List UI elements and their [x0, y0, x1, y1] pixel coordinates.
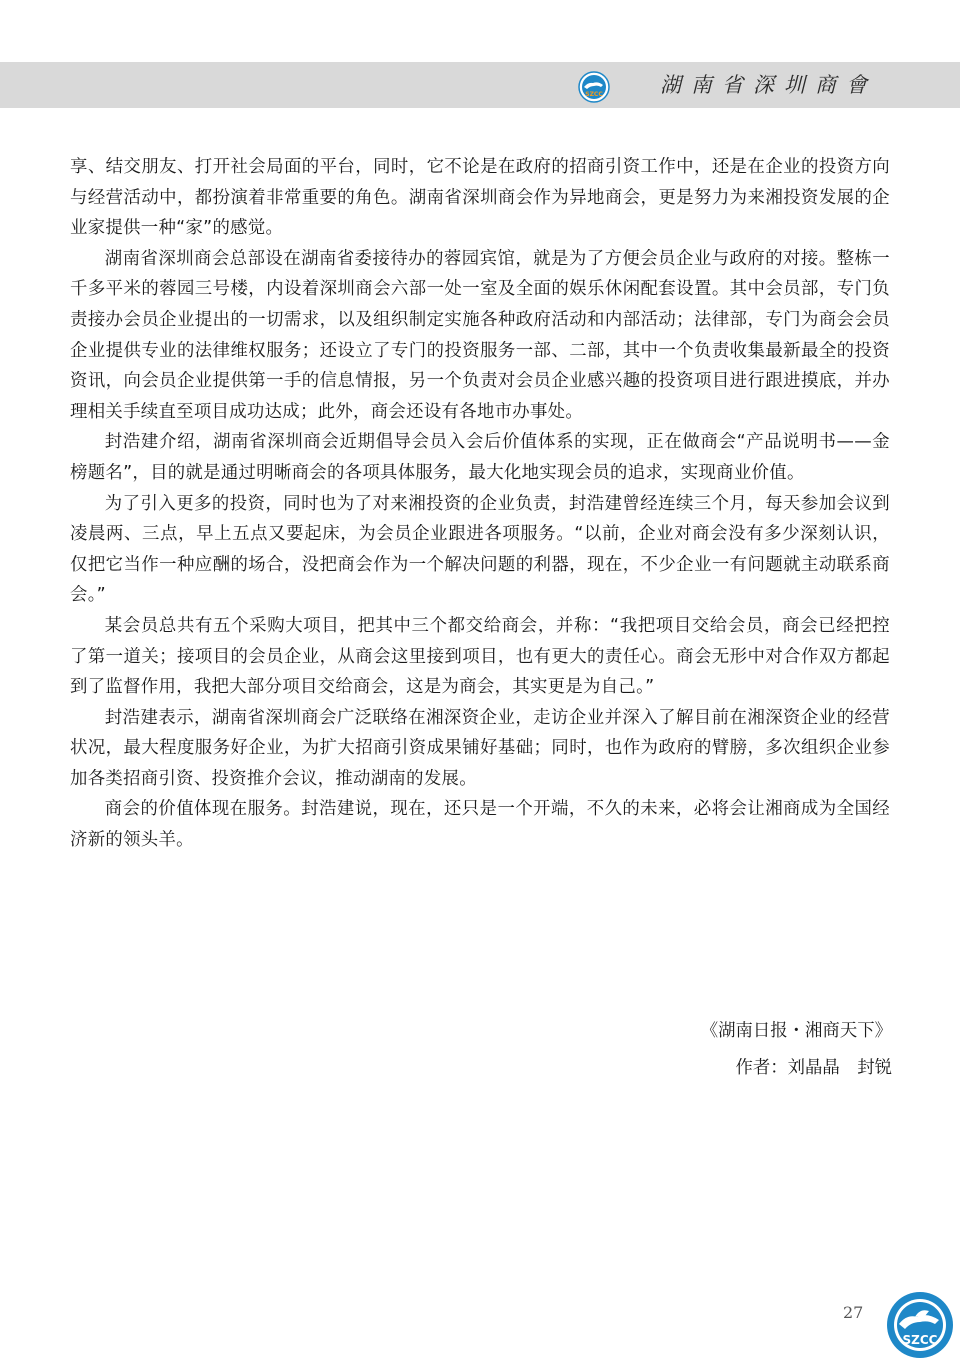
- article-paragraph: 享、结交朋友、打开社会局面的平台，同时，它不论是在政府的招商引资工作中，还是在企业的投资方向与经营活动中，都扮演着非常重要的角色。湖南省深圳商会作为异地商会，更是努力为来湘投资发展的企业家提供一种“家”的感觉。: [70, 157, 890, 239]
- article-author: 作者：刘晶晶 封锐: [735, 1058, 892, 1078]
- szcc-logo-icon: [578, 71, 610, 103]
- header-title: 湖南省深圳商會: [660, 73, 877, 97]
- article-paragraph: 封浩建表示，湖南省深圳商会广泛联络在湘深资企业，走访企业并深入了解目前在湘深资企业的经营状况，最大程度服务好企业，为扩大招商引资成果铺好基础；同时，也作为政府的臂膀，多次组织企业参加各类招商引资、投资推介会议，推动湖南的发展。: [70, 707, 890, 789]
- corner-logo-text: SZCC: [902, 1333, 938, 1347]
- page-number: 27: [843, 1303, 864, 1322]
- article-paragraph: 商会的价值体现在服务。封浩建说，现在，还只是一个开端，不久的未来，必将会让湘商成为全国经济新的领头羊。: [70, 799, 890, 851]
- article-body: [70, 152, 890, 856]
- article-paragraph: 某会员总共有五个采购大项目，把其中三个都交给商会，并称：“我把项目交给会员，商会已经把控了第一道关；接项目的会员企业，从商会这里接到项目，也有更大的责任心。商会无形中对合作双方都起到了监督作用，我把大部分项目交给商会，这是为商会，其实更是为自己。”: [70, 615, 890, 698]
- article-paragraph: 为了引入更多的投资，同时也为了对来湘投资的企业负责，封浩建曾经连续三个月，每天参加会议到凌晨两、三点，早上五点又要起床，为会员企业跟进各项服务。“以前，企业对商会没有多少深刻认识，仅把它当作一种应酬的场合，没把商会作为一个解决问题的利器，现在，不少企业一有问题就主动联系商会。”: [70, 493, 890, 606]
- article-paragraph: 湖南省深圳商会总部设在湖南省委接待办的蓉园宾馆，就是为了方便会员企业与政府的对接。整栋一千多平米的蓉园三号楼，内设着深圳商会六部一处一室及全面的娱乐休闲配套设置。其中会员部，专门负责接办会员企业提出的一切需求，以及组织制定实施各种政府活动和内部活动；法律部，专门为商会会员企业提供专业的法律维权服务；还设立了专门的投资服务一部、二部，其中一个负责收集最新最全的投资资讯，向会员企业提供第一手的信息情报，另一个负责对会员企业感兴趣的投资项目进行跟进摸底，并办理相关手续直至项目成功达成；此外，商会还设有各地市办事处。: [70, 248, 890, 422]
- szcc-corner-logo-icon: [885, 1290, 955, 1360]
- article-source: 《湖南日报・湘商天下》: [700, 1021, 892, 1041]
- header-logo-text: SZCC: [585, 91, 603, 98]
- article-paragraph: 封浩建介绍，湖南省深圳商会近期倡导会员入会后价值体系的实现，正在做商会“产品说明书——金榜题名”，目的就是通过明晰商会的各项具体服务，最大化地实现会员的追求，实现商业价值。: [70, 432, 890, 483]
